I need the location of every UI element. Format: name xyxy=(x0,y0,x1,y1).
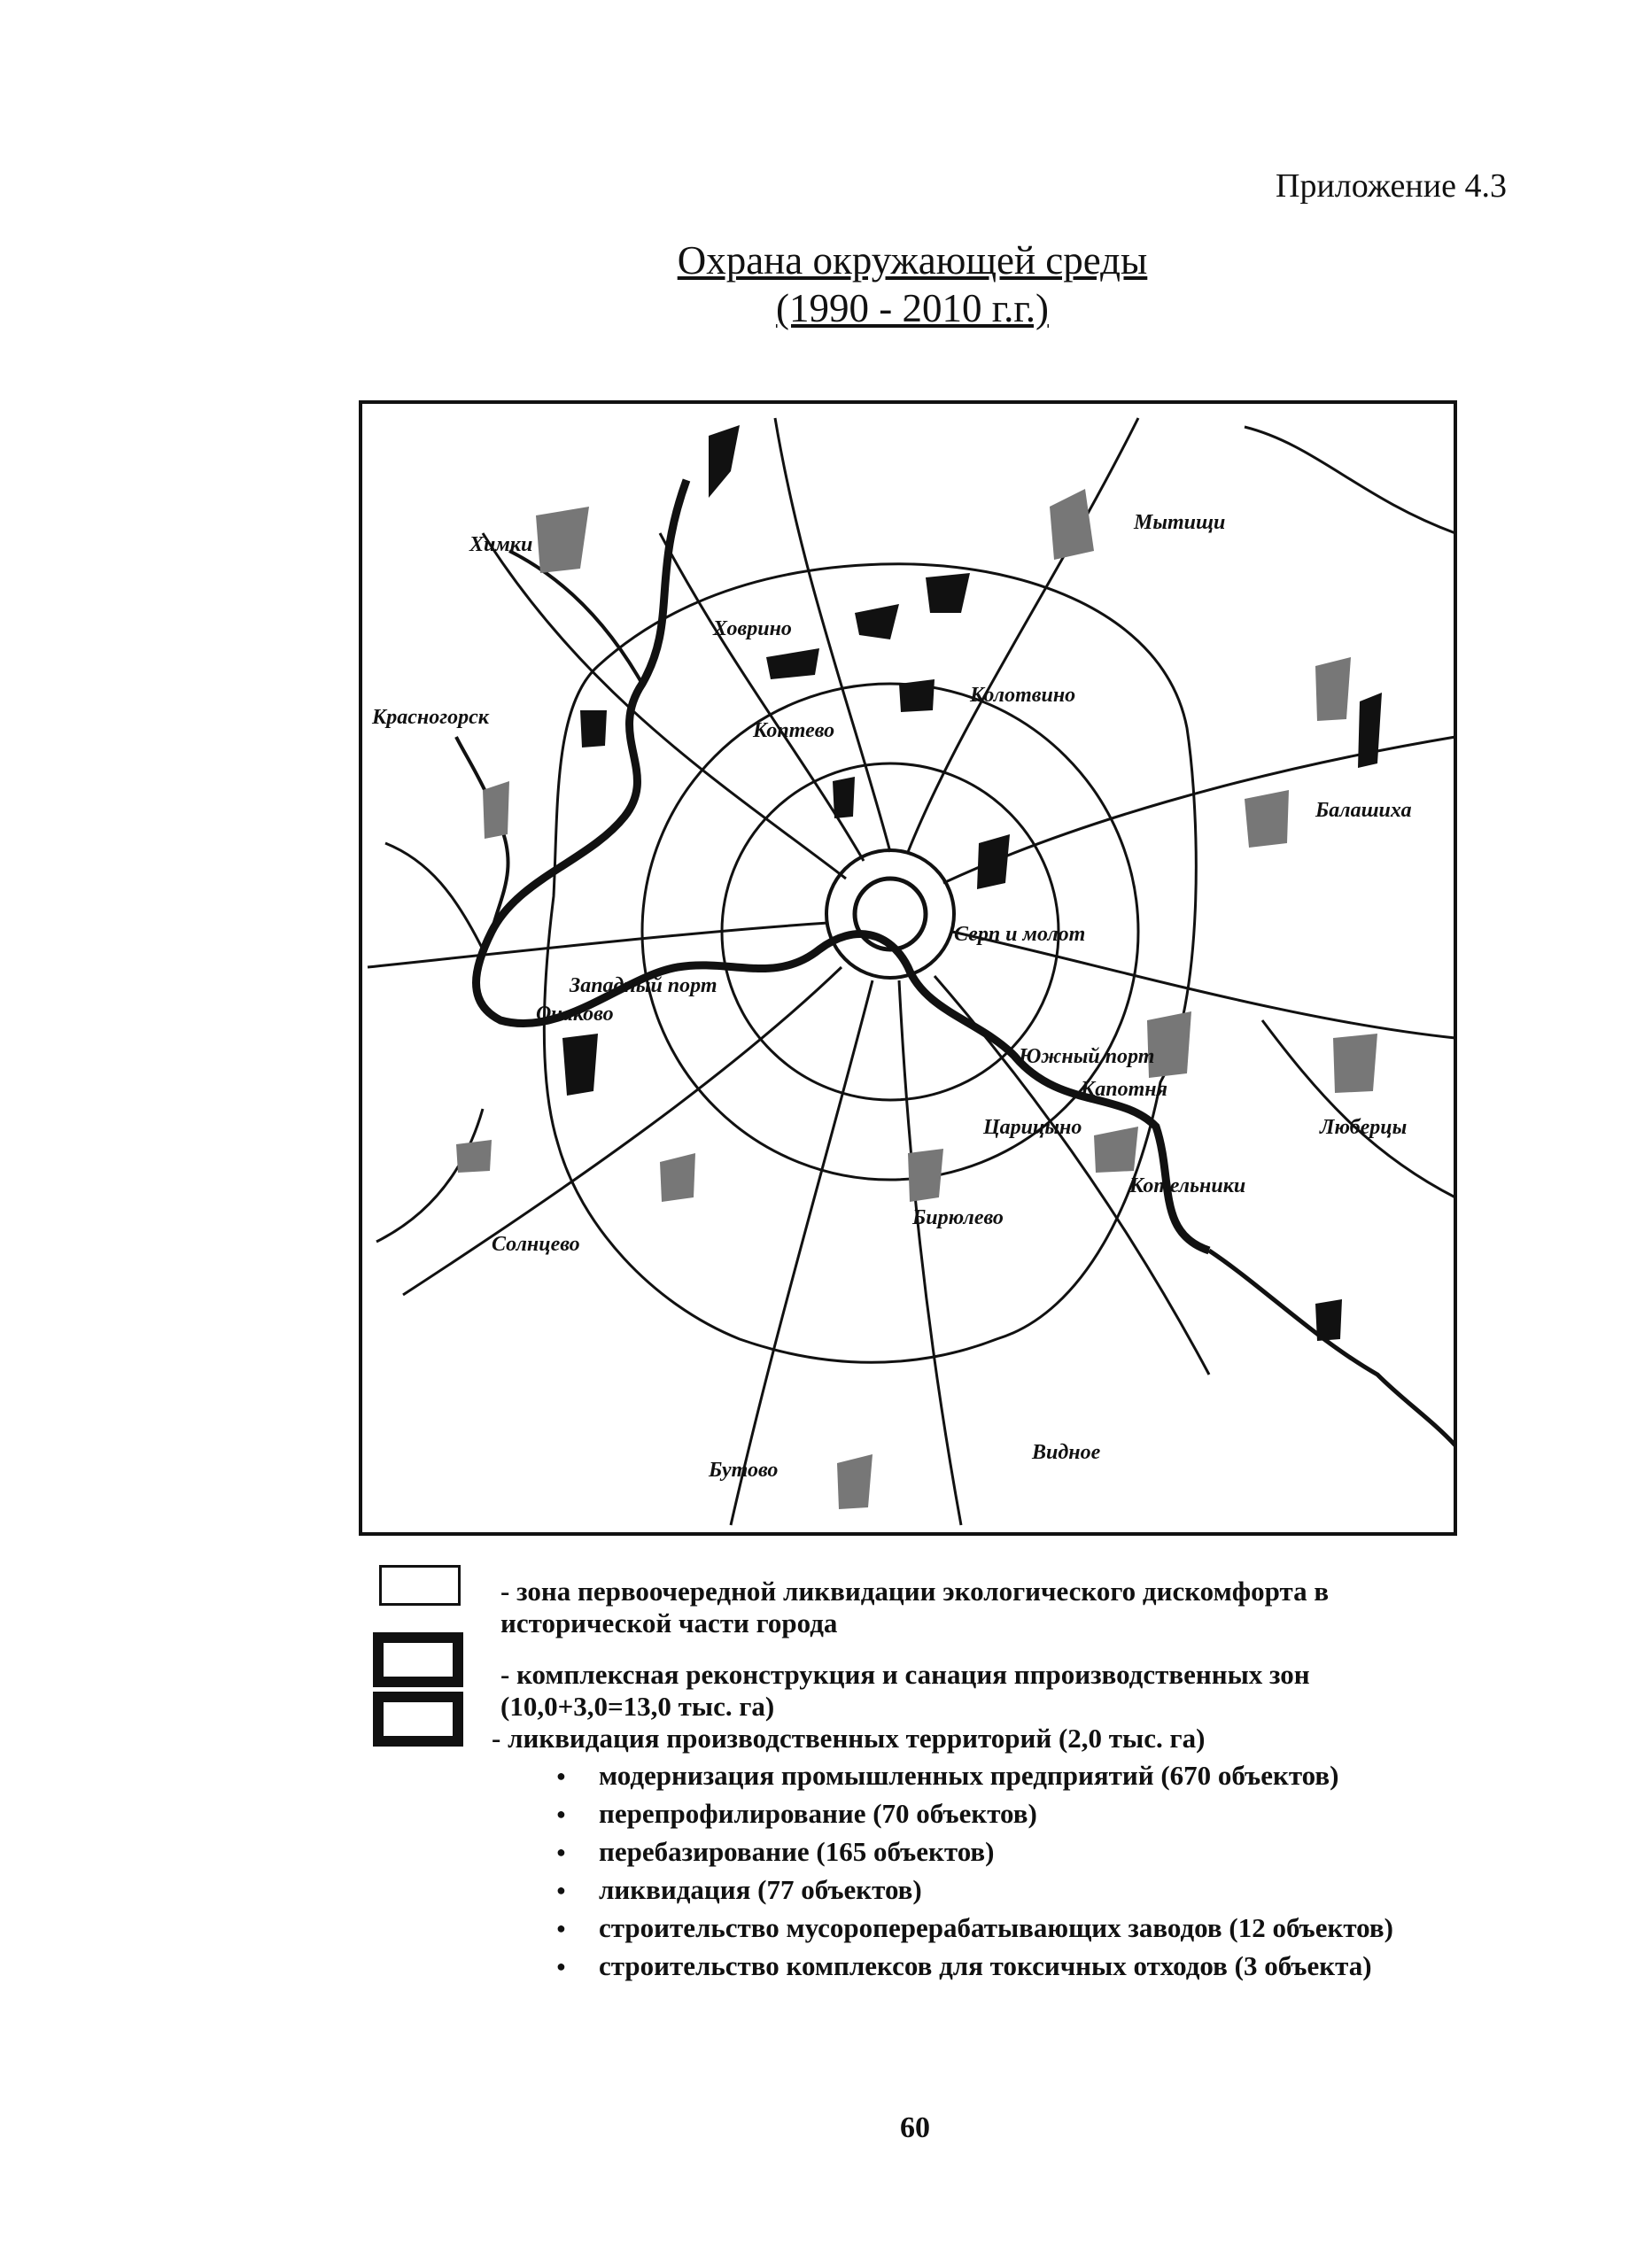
measure-item: ● строительство мусороперерабатывающих заводов (12 объектов) xyxy=(544,1912,1465,1944)
measure-item: ● строительство комплексов для токсичных отходов (3 объекта) xyxy=(544,1950,1465,1982)
measures-list xyxy=(544,1760,1465,1988)
place-label: Колотвино xyxy=(970,684,1076,707)
place-label: Люберцы xyxy=(1320,1116,1408,1139)
page-number: 60 xyxy=(900,2111,930,2144)
page-subtitle: (1990 - 2010 г.г.) xyxy=(776,286,1049,330)
legend-item-reconstruction: - комплексная реконструкция и санация ппроизводственных зон (10,0+3,0=13,0 тыс. га) xyxy=(500,1659,1310,1722)
place-label: Мытищи xyxy=(1134,511,1226,534)
legend-item-priority-zone: - зона первоочередной ликвидации экологического дискомфорта в исторической части города xyxy=(500,1576,1330,1638)
place-label: Ховрино xyxy=(713,617,792,640)
place-label: Южный порт xyxy=(1019,1045,1155,1068)
measure-item: ● модернизация промышленных предприятий (670 объектов) xyxy=(544,1760,1465,1792)
place-label: Серп и молот xyxy=(954,923,1086,946)
place-label: Котельники xyxy=(1129,1174,1246,1197)
measure-item: ● перепрофилирование (70 объектов) xyxy=(544,1798,1465,1830)
page-title: Охрана окружающей среды xyxy=(677,238,1148,283)
place-label: Западный порт xyxy=(570,974,717,997)
place-label: Царицыно xyxy=(983,1116,1082,1139)
place-label: Бутово xyxy=(709,1459,779,1482)
moscow-map xyxy=(359,400,1457,1536)
legend-item-liquidation: - ликвидация производственных территорий (2,0 тыс. га) xyxy=(492,1723,1206,1754)
place-label: Коптево xyxy=(753,719,835,742)
place-label: Красногорск xyxy=(372,706,489,729)
measure-item: ● перебазирование (165 объектов) xyxy=(544,1836,1465,1868)
appendix-label: Приложение 4.3 xyxy=(1276,167,1507,205)
place-label: Капотня xyxy=(1081,1078,1167,1101)
place-label: Видное xyxy=(1032,1441,1101,1464)
place-label: Балашиха xyxy=(1315,799,1412,822)
legend-swatch-reconstruction-zone xyxy=(373,1632,463,1687)
measure-item: ● ликвидация (77 объектов) xyxy=(544,1874,1465,1906)
place-label: Солнцево xyxy=(492,1233,580,1256)
place-label: Бирюлево xyxy=(912,1206,1004,1229)
place-label: Очаково xyxy=(536,1003,614,1026)
place-label: Химки xyxy=(469,533,533,556)
legend-swatch-priority-zone xyxy=(379,1565,461,1606)
legend-swatch-liquidation-zone xyxy=(373,1692,463,1747)
